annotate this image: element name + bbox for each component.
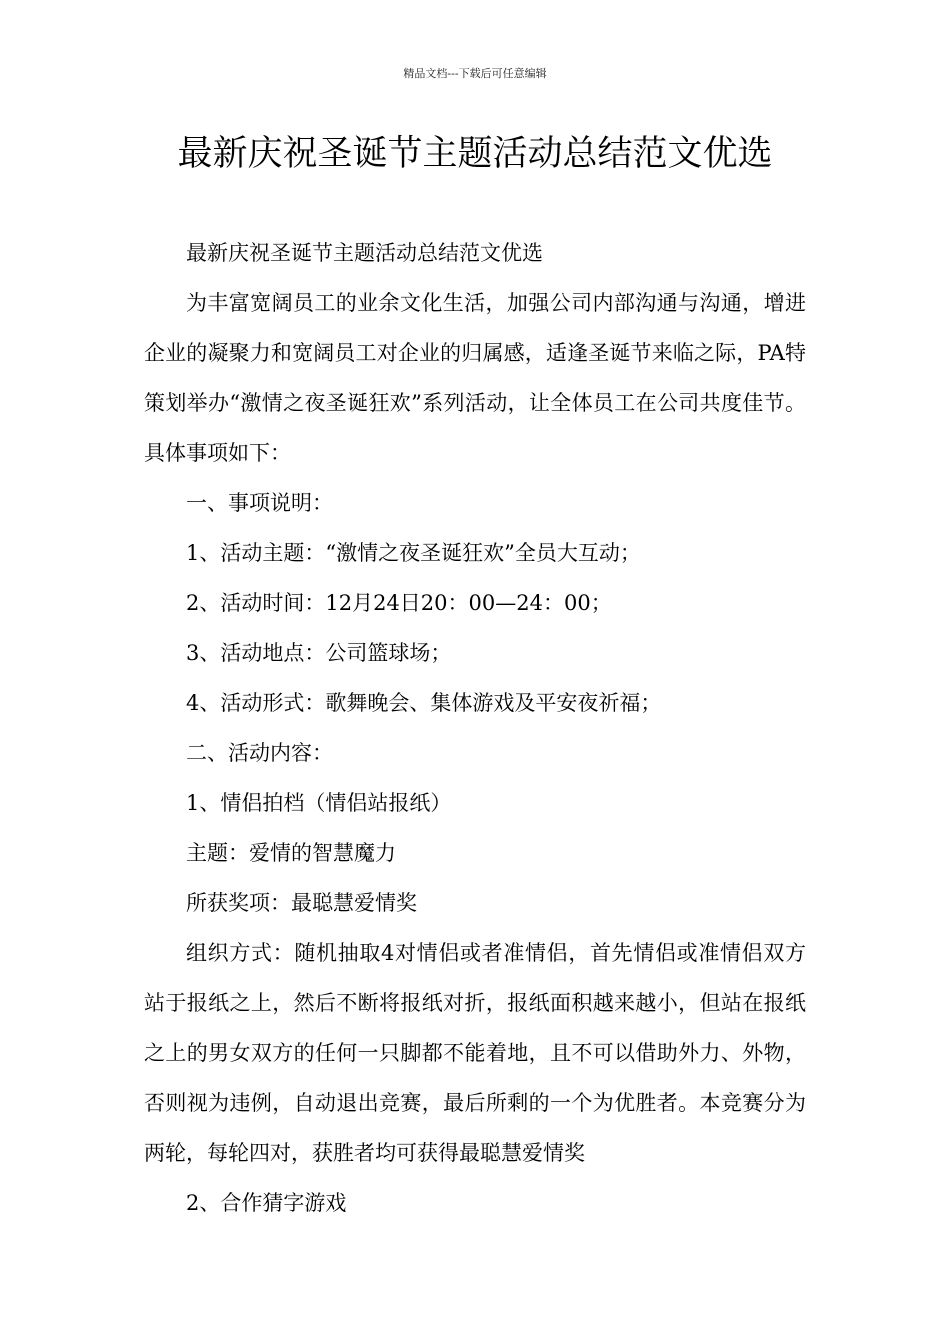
list-item-theme: 1、活动主题：“激情之夜圣诞狂欢”全员大互动； [186,541,641,565]
paragraph-subtitle: 最新庆祝圣诞节主题活动总结范文优选 [186,241,543,265]
document-body [144,228,806,1228]
section-heading-content: 二、活动内容： [186,741,333,765]
section-heading-description: 一、事项说明： [186,491,333,515]
activity-award: 所获奖项：最聪慧爱情奖 [186,891,417,915]
activity-heading-couples: 1、情侣拍档（情侣站报纸） [186,791,452,815]
page-header-note: 精品文档---下载后可任意编辑 [403,67,547,80]
activity-theme: 主题：爱情的智慧魔力 [186,841,396,865]
list-item-location: 3、活动地点：公司篮球场； [186,641,452,665]
document-title: 最新庆祝圣诞节主题活动总结范文优选 [177,134,773,174]
activity-organization: 组织方式：随机抽取4对情侣或者准情侣，首先情侣或准情侣双方站于报纸之上，然后不断将报纸对折，报纸面积越来越小，但站在报纸之上的男女双方的任何一只脚都不能着地，且不可以借助外力、外物，否则视为违例，自动退出竞赛，最后所剩的一个为优胜者。本竞赛分为两轮，每轮四对，获胜者均可获得最聪慧爱情奖 [144,941,806,1165]
activity-heading-word-game: 2、合作猜字游戏 [186,1191,347,1215]
list-item-time: 2、活动时间：12月24日20：00—24：00； [186,591,612,615]
list-item-format: 4、活动形式：歌舞晚会、集体游戏及平安夜祈福； [186,691,662,715]
paragraph-intro: 为丰富宽阔员工的业余文化生活，加强公司内部沟通与沟通，增进企业的凝聚力和宽阔员工对企业的归属感，适逢圣诞节来临之际，PA特策划举办“激情之夜圣诞狂欢”系列活动，让全体员工在公司共度佳节。具体事项如下： [144,291,806,465]
